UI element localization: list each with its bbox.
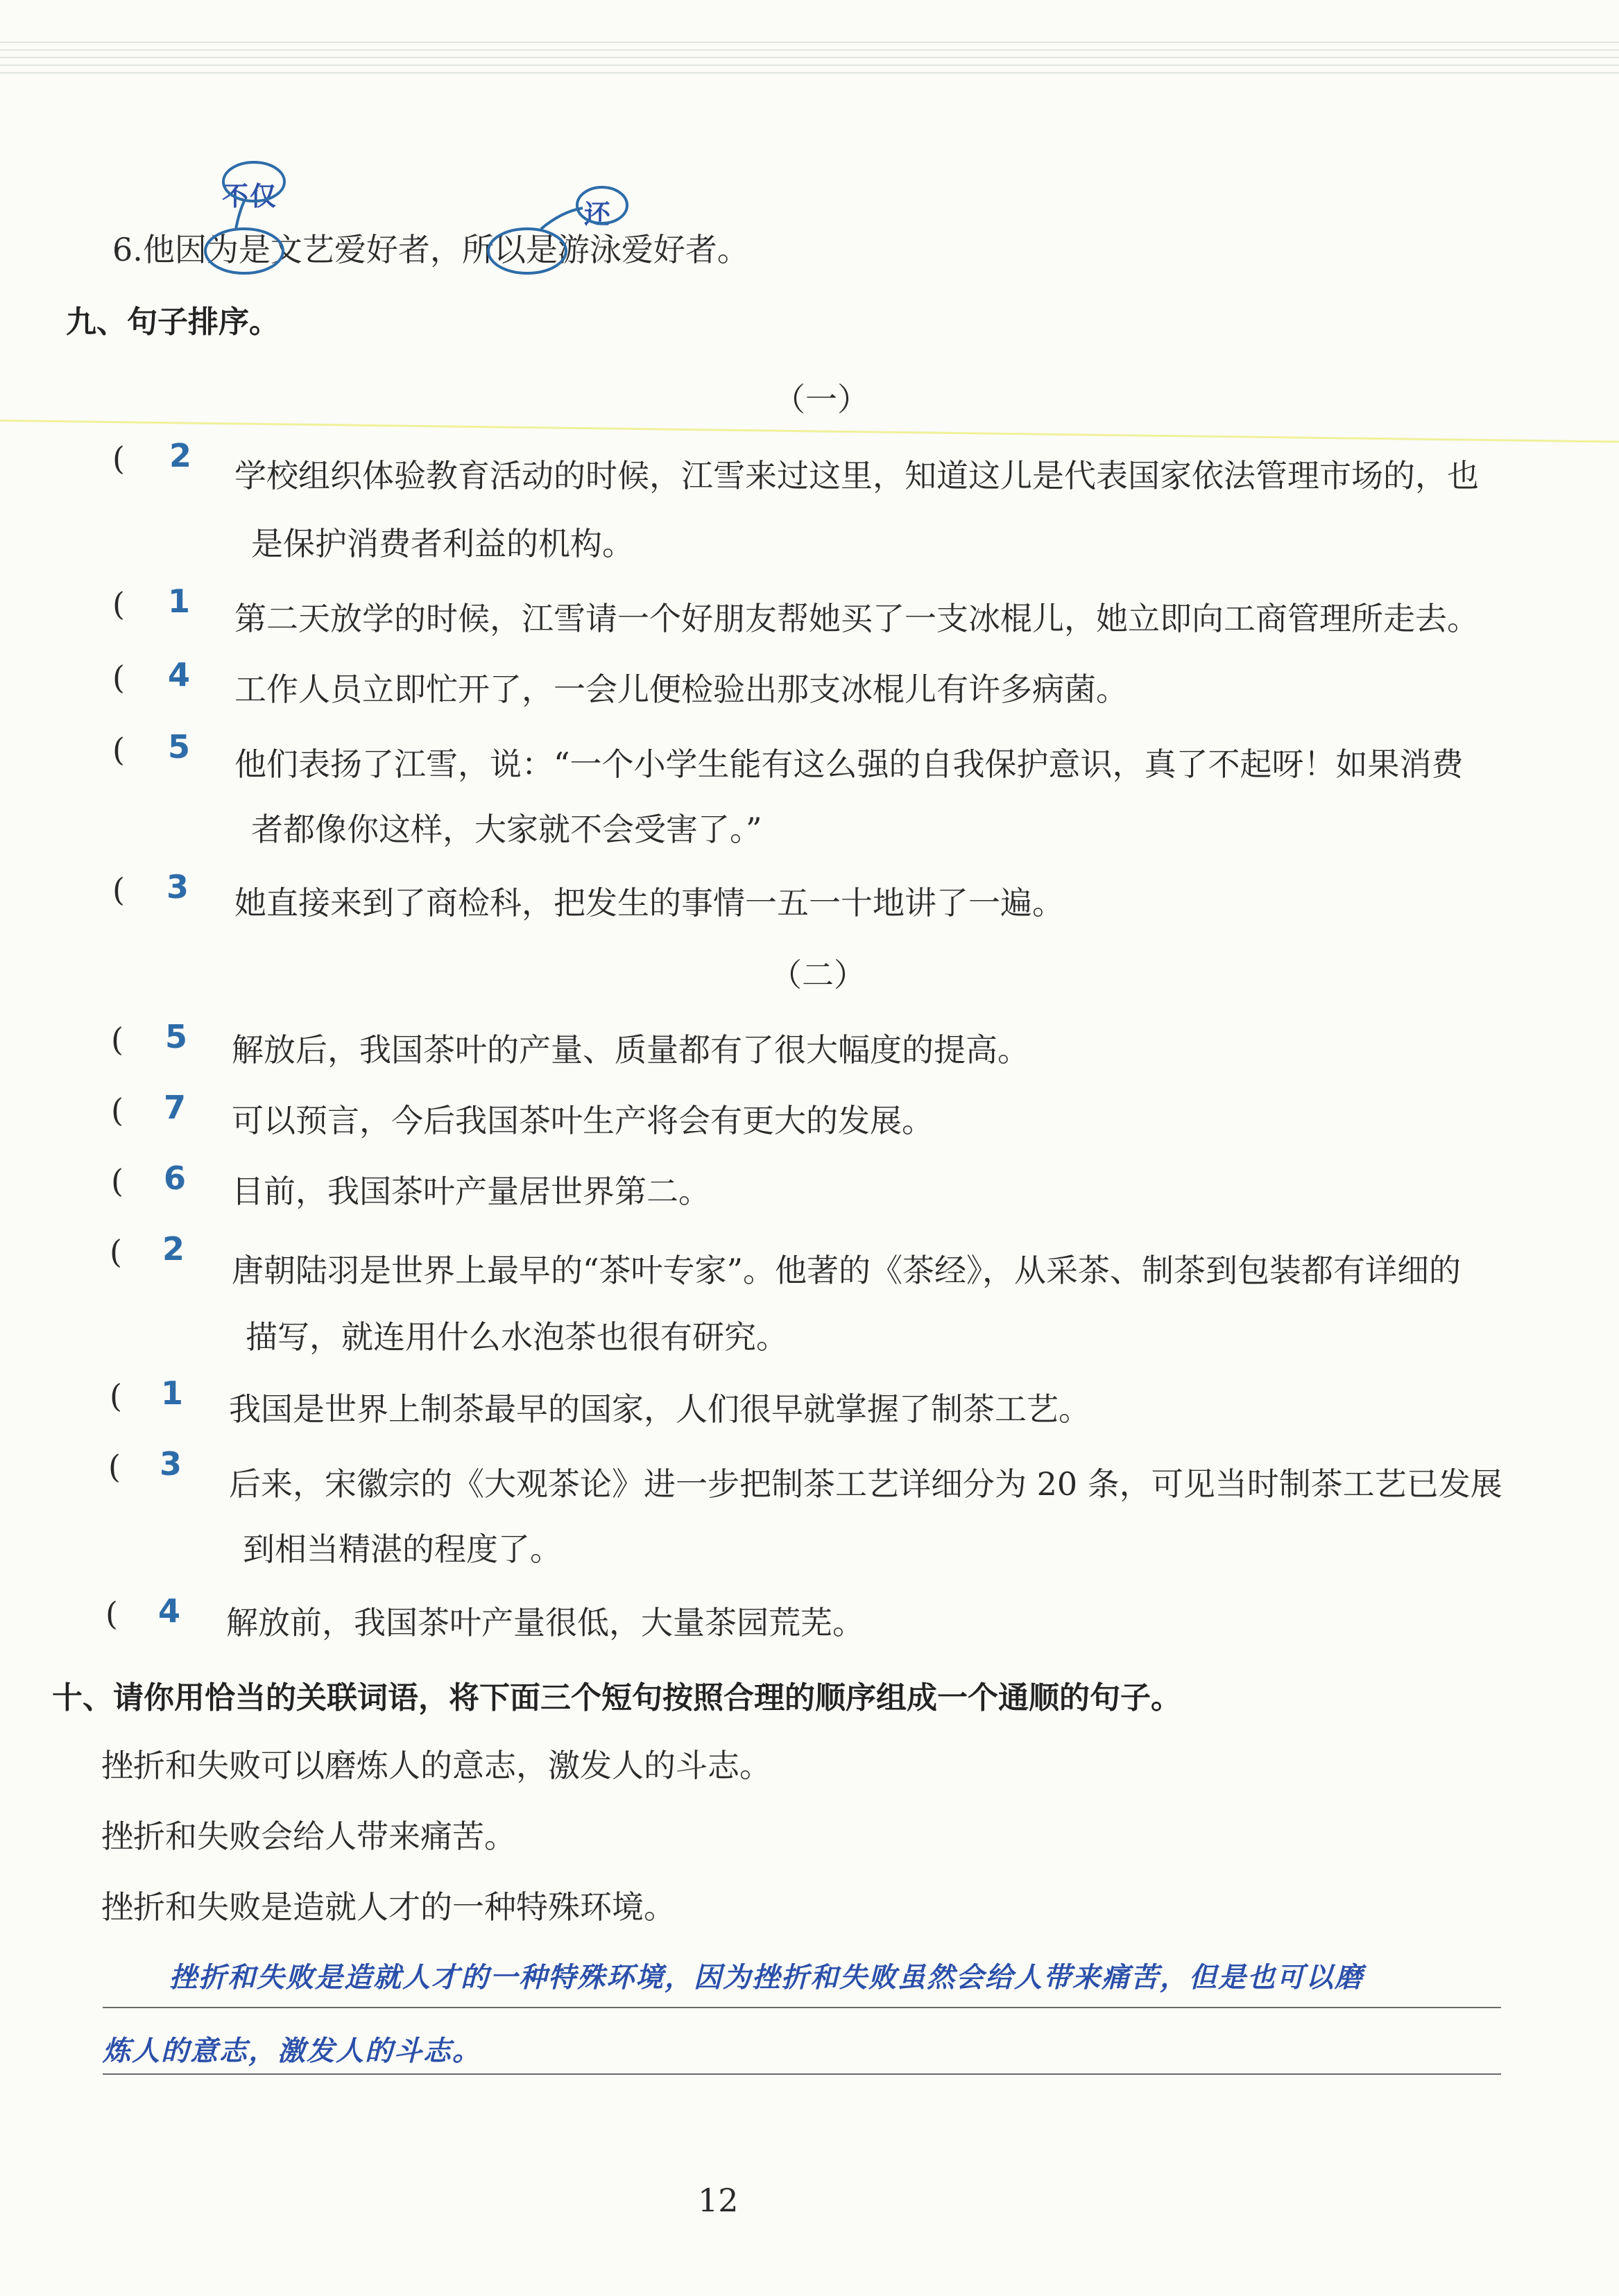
- item-text-line: 第二天放学的时候，江雪请一个好朋友帮她买了一支冰棍儿，她立即向工商管理所走去。: [234, 600, 1479, 637]
- paren-open: (: [112, 871, 125, 908]
- handwritten-answer-line: 炼人的意志，激发人的斗志。: [103, 2035, 481, 2067]
- order-answer: 2: [169, 437, 191, 474]
- item-text-line: 她直接来到了商检科，把发生的事情一五一十地讲了一遍。: [234, 884, 1064, 922]
- correction-sentence: 6.他因为是文艺爱好者，所以是游泳爱好者。: [112, 231, 749, 268]
- prompt-sentence: 挫折和失败是造就人才的一种特殊环境。: [101, 1888, 676, 1926]
- order-answer: 1: [167, 582, 190, 620]
- item-text-line: 目前，我国茶叶产量居世界第二。: [232, 1173, 710, 1210]
- item-text-line: 解放后，我国茶叶的产量、质量都有了很大幅度的提高。: [232, 1031, 1029, 1069]
- item-text-line: 他们表扬了江雪，说：“一个小学生能有这么强的自我保护意识，真了不起呀！如果消费: [234, 745, 1464, 783]
- prompt-sentence: 挫折和失败会给人带来痛苦。: [101, 1818, 516, 1855]
- pointer-line-2: [541, 208, 583, 229]
- item-text-line: 后来，宋徽宗的《大观茶论》进一步把制茶工艺详细分为 20 条，可见当时制茶工艺已发展: [229, 1465, 1502, 1503]
- order-answer: 3: [166, 868, 189, 906]
- item-text-line: 到相当精湛的程度了。: [243, 1530, 562, 1568]
- pointer-line-1: [236, 201, 244, 229]
- item-text-line: 学校组织体验教育活动的时候，江雪来过这里，知道这儿是代表国家依法管理市场的，也: [234, 457, 1479, 494]
- order-answer: 3: [159, 1445, 182, 1483]
- paren-open: (: [110, 1377, 122, 1415]
- order-answer: 1: [160, 1374, 183, 1412]
- circle-mark-1: [205, 229, 283, 273]
- paren-open: (: [112, 440, 125, 477]
- paren-open: (: [111, 1021, 123, 1058]
- correction-note-1: 不仅: [222, 181, 278, 212]
- section-9-title: 九、句子排序。: [66, 304, 280, 340]
- paren-open: (: [112, 731, 125, 768]
- correction-note-2: 还: [584, 199, 613, 230]
- part-1-heading: （一）: [773, 381, 869, 418]
- order-answer: 4: [157, 1592, 180, 1630]
- order-answer: 6: [163, 1159, 186, 1197]
- order-answer: 4: [167, 656, 190, 693]
- paren-open: (: [105, 1595, 118, 1632]
- order-answer: 5: [164, 1018, 187, 1055]
- item-text-line: 者都像你这样，大家就不会受害了。”: [251, 811, 762, 848]
- paren-open: (: [112, 659, 125, 696]
- note-2-circle: [577, 187, 627, 223]
- circled-word-2: 所以: [461, 231, 526, 268]
- item-text-line: 是保护消费者利益的机构。: [251, 525, 634, 562]
- item-text-line: 我国是世界上制茶最早的国家，人们很早就掌握了制茶工艺。: [229, 1390, 1090, 1428]
- item-text-line: 描写，就连用什么水泡茶也很有研究。: [246, 1318, 788, 1356]
- paren-open: (: [112, 585, 125, 623]
- circled-word-1: 因为: [174, 231, 239, 268]
- prompt-sentence: 挫折和失败可以磨炼人的意志，激发人的斗志。: [101, 1747, 771, 1784]
- item-text-line: 唐朝陆羽是世界上最早的“茶叶专家”。他著的《茶经》，从采茶、制茶到包装都有详细的: [232, 1252, 1462, 1289]
- order-answer: 5: [167, 728, 190, 766]
- paren-open: (: [111, 1162, 123, 1200]
- paren-open: (: [110, 1233, 122, 1270]
- paren-open: (: [108, 1448, 121, 1485]
- page-number: 12: [698, 2182, 739, 2219]
- order-answer: 7: [163, 1089, 186, 1126]
- handwritten-answer-line: 挫折和失败是造就人才的一种特殊环境，因为挫折和失败虽然会给人带来痛苦，但是也可以磨: [169, 1962, 1364, 1994]
- item-text-line: 工作人员立即忙开了，一会儿便检验出那支冰棍儿有许多病菌。: [234, 671, 1128, 708]
- item-text-line: 可以预言，今后我国茶叶生产将会有更大的发展。: [232, 1102, 934, 1139]
- order-answer: 2: [162, 1230, 185, 1268]
- item-text-line: 解放前，我国茶叶产量很低，大量茶园荒芜。: [226, 1604, 864, 1641]
- circle-mark-2: [488, 229, 566, 273]
- section-10-title: 十、请你用恰当的关联词语，将下面三个短句按照合理的顺序组成一个通顺的句子。: [52, 1680, 1181, 1716]
- part-2-heading: （二）: [770, 956, 866, 994]
- paren-open: (: [111, 1091, 123, 1129]
- note-1-circle: [223, 162, 284, 201]
